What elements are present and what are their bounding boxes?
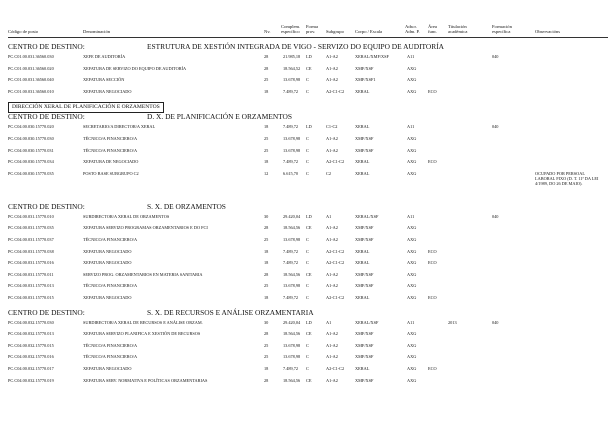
- table-row: [0, 148, 615, 160]
- corps-scale: XERAL/XMF/XSF: [355, 54, 389, 59]
- position-code: PC.C04.00.030.15770.034: [8, 159, 54, 165]
- complement: 21.985,18: [283, 54, 301, 59]
- section-name: S. X. DE RECURSOS E ANÁLISE ORZAMENTARIA: [147, 307, 314, 317]
- table-row: [0, 272, 615, 284]
- administration: AXG: [407, 147, 417, 153]
- position-code: PC.C01.00.031.36560.040: [8, 77, 54, 83]
- corps-scale: XMF/XSF: [355, 237, 374, 242]
- administration: AXG: [407, 225, 417, 231]
- complement: 7.489,72: [283, 366, 299, 371]
- provision-form: C: [306, 260, 309, 266]
- position-code: PC.C01.00.031.36560.030: [8, 54, 54, 59]
- position-code: PC.C04.00.030.15770.031: [8, 147, 54, 153]
- position-code: PC.C04.00.032.15770.016: [8, 354, 54, 360]
- corps-scale: XMF/XSF: [355, 225, 374, 231]
- complement: 7.489,72: [283, 88, 299, 94]
- complement: 13.678,98: [283, 147, 301, 153]
- subgroup: A1-A2: [326, 354, 338, 360]
- header-rule: [8, 37, 608, 38]
- provision-form: CE: [306, 331, 312, 337]
- corps-scale: XMF/XSF1: [355, 77, 376, 83]
- administration: AXG: [407, 342, 417, 348]
- header-corpo: Corpo / Escala: [355, 29, 383, 35]
- subgroup: A2-C1-C2: [326, 88, 345, 94]
- position-name: SUBDIRECTOR/A XERAL DE RECURSOS E ANÁLISE ORZAM.: [83, 319, 203, 325]
- complement: 13.678,98: [283, 354, 301, 360]
- level: 25: [264, 136, 269, 141]
- administration: AXG: [407, 366, 417, 371]
- administration: A11: [407, 54, 415, 59]
- position-name: XEFATURA DE NEGOCIADO: [83, 159, 139, 165]
- complement: 7.489,72: [283, 124, 299, 130]
- header-area-bottom: func.: [428, 29, 438, 35]
- centro-de-destino-label: CENTRO DE DESTINO:: [8, 307, 85, 317]
- complement: 29.420,04: [283, 319, 301, 325]
- position-code: PC.C04.00.032.15770.017: [8, 366, 54, 371]
- complement: 7.489,72: [283, 159, 299, 165]
- position-name: TÉCNICO/A FINANCIERO/A: [83, 237, 138, 242]
- provision-form: C: [306, 354, 309, 360]
- corps-scale: XERAL: [355, 248, 370, 254]
- subgroup: A2-C1-C2: [326, 366, 345, 371]
- table-row: [0, 54, 615, 66]
- position-name: XEFATURA NEGOCIADO: [83, 88, 132, 94]
- level: 18: [264, 248, 269, 254]
- functional-area: ECO: [428, 159, 437, 165]
- header-adscr-top: Adscr.: [405, 24, 417, 29]
- subgroup: A1-A2: [326, 377, 338, 383]
- observations: OCUPADO POR PERSOAL LABORAL FIXO (D. T. 11ª DA LEI 4/1989, DO 26 DE MAIO).: [535, 170, 599, 186]
- subgroup: C1-C2: [326, 124, 338, 130]
- header-forma-bottom: prov.: [306, 29, 316, 35]
- administration: AXG: [407, 248, 417, 254]
- complement: 7.489,72: [283, 248, 299, 254]
- header-observacions: Observacións: [535, 29, 561, 35]
- level: 25: [264, 237, 269, 242]
- corps-scale: XERAL: [355, 159, 370, 165]
- corps-scale: XERAL: [355, 366, 370, 371]
- level: 28: [264, 271, 269, 277]
- directorate-box: DIRECCIÓN XERAL DE PLANIFICACIÓN E ORZAMENTOS: [8, 102, 164, 112]
- position-code: PC.C01.00.031.36560.020: [8, 65, 54, 71]
- table-row: [0, 366, 615, 378]
- corps-scale: XMF/XSF: [355, 136, 374, 141]
- level: 25: [264, 147, 269, 153]
- position-name: XEFATURA NEGOCIADO: [83, 260, 132, 266]
- section-title: [0, 113, 615, 122]
- position-code: PC.C04.00.030.15770.035: [8, 170, 54, 176]
- provision-form: C: [306, 88, 309, 94]
- position-name: XEFATURA NEGOCIADO: [83, 366, 132, 371]
- complement: 13.678,98: [283, 342, 301, 348]
- provision-form: LD: [306, 124, 312, 130]
- complement: 13.678,98: [283, 237, 301, 242]
- complement: 18.564,52: [283, 65, 301, 71]
- level: 28: [264, 65, 269, 71]
- subgroup: A1-A2: [326, 136, 338, 141]
- corps-scale: XERAL: [355, 170, 370, 176]
- position-name: TÉCNICO/A FINANCIERO/A: [83, 354, 138, 360]
- header-formacion-bottom: específica: [492, 29, 511, 35]
- provision-form: C: [306, 366, 309, 371]
- position-code: PC.C04.00.031.15770.037: [8, 237, 54, 242]
- table-row: [0, 295, 615, 307]
- position-code: PC.C04.00.031.15770.035: [8, 225, 54, 231]
- level: 28: [264, 225, 269, 231]
- administration: AXG: [407, 88, 417, 94]
- level: 28: [264, 331, 269, 337]
- provision-form: CE: [306, 65, 312, 71]
- position-name: XEFE DE AUDITORÍA: [83, 54, 126, 59]
- position-code: PC.C04.00.031.15770.010: [8, 213, 54, 219]
- position-name: TÉCNICO/A FINANCIERO/A: [83, 342, 138, 348]
- position-code: PC.C04.00.031.15770.015: [8, 295, 54, 300]
- header-area-top: Área: [428, 24, 437, 29]
- provision-form: LD: [306, 319, 312, 325]
- section-title: [0, 309, 615, 318]
- centro-de-destino-label: CENTRO DE DESTINO:: [8, 112, 85, 122]
- corps-scale: XERAL/XSF: [355, 213, 379, 219]
- table-row: [0, 378, 615, 390]
- level: 30: [264, 213, 269, 219]
- position-name: XEFATURA NEGOCIADO: [83, 295, 132, 300]
- complement: 18.564,56: [283, 331, 301, 337]
- administration: AXG: [407, 354, 417, 360]
- subgroup: A1: [326, 319, 332, 325]
- table-row: [0, 331, 615, 343]
- complement: 6.615,70: [283, 170, 299, 176]
- subgroup: A1-A2: [326, 342, 338, 348]
- section-name: D. X. DE PLANIFICACIÓN E ORZAMENTOS: [147, 112, 293, 122]
- position-name: SUBDIRECTOR/A XERAL DE ORZAMENTOS: [83, 213, 170, 219]
- administration: AXG: [407, 237, 417, 242]
- level: 25: [264, 77, 269, 83]
- corps-scale: XERAL: [355, 260, 370, 266]
- subgroup: A2-C1-C2: [326, 260, 345, 266]
- position-name: TÉCNICO/A FINANCIERO/A: [83, 283, 138, 289]
- academic-degree: 2013: [448, 319, 457, 325]
- administration: AXG: [407, 295, 417, 300]
- table-row: [0, 171, 615, 201]
- section-title: [0, 203, 615, 212]
- table-row: [0, 77, 615, 89]
- administration: AXG: [407, 331, 417, 337]
- table-row: [0, 320, 615, 332]
- administration: AXG: [407, 65, 417, 71]
- administration: AXG: [407, 260, 417, 266]
- complement: 13.678,98: [283, 283, 301, 289]
- corps-scale: XMF/XSF: [355, 65, 374, 71]
- position-code: PC.C04.00.032.15770.015: [8, 342, 54, 348]
- provision-form: C: [306, 283, 309, 289]
- complement: 7.489,72: [283, 260, 299, 266]
- position-code: PC.C04.00.032.15770.019: [8, 377, 54, 383]
- position-name: XEFATURA DE SERVIZO DO EQUIPO DE AUDITORÍA: [83, 65, 187, 71]
- provision-form: C: [306, 248, 309, 254]
- provision-form: C: [306, 237, 309, 242]
- level: 18: [264, 260, 269, 266]
- position-code: PC.C04.00.031.15770.016: [8, 260, 54, 266]
- corps-scale: XMF/XSF: [355, 283, 374, 289]
- position-code: PC.C04.00.031.15770.038: [8, 248, 54, 254]
- administration: AXG: [407, 377, 417, 383]
- administration: AXG: [407, 271, 417, 277]
- table-row: [0, 214, 615, 226]
- subgroup: A1-A2: [326, 225, 338, 231]
- provision-form: CE: [306, 225, 312, 231]
- administration: AXG: [407, 159, 417, 165]
- table-row: [0, 260, 615, 272]
- section-name: ESTRUTURA DE XESTIÓN INTEGRADA DE VIGO - SERVIZO DO EQUIPO DE AUDITORÍA: [147, 42, 445, 51]
- centro-de-destino-label: CENTRO DE DESTINO:: [8, 42, 85, 51]
- subgroup: A2-C1-C2: [326, 295, 345, 300]
- corps-scale: XERAL: [355, 124, 370, 130]
- administration: AXG: [407, 77, 417, 83]
- complement: 29.420,04: [283, 213, 301, 219]
- corps-scale: XERAL: [355, 295, 370, 300]
- provision-form: C: [306, 147, 309, 153]
- functional-area: ECO: [428, 295, 437, 300]
- complement: 7.489,72: [283, 295, 299, 300]
- table-row: [0, 89, 615, 101]
- section-title: [0, 43, 615, 52]
- header-complemento-top: Complem.: [281, 24, 301, 29]
- provision-form: C: [306, 295, 309, 300]
- table-row: [0, 225, 615, 237]
- table-row: [0, 124, 615, 136]
- provision-form: LD: [306, 213, 312, 219]
- corps-scale: XMF/XSF: [355, 147, 374, 153]
- administration: A11: [407, 319, 415, 325]
- provision-form: LD: [306, 54, 312, 59]
- level: 25: [264, 283, 269, 289]
- corps-scale: XERAL: [355, 88, 370, 94]
- table-row: [0, 249, 615, 261]
- level: 18: [264, 88, 269, 94]
- specific-training: 040: [492, 213, 499, 219]
- position-code: PC.C04.00.031.15770.013: [8, 283, 54, 289]
- subgroup: A1-A2: [326, 77, 338, 83]
- provision-form: CE: [306, 271, 312, 277]
- corps-scale: XERAL/XSF: [355, 319, 379, 325]
- position-name: XEFATURA SERV. NORMATIVA E POLÍTICAS ORZAMENTARIAS: [83, 377, 208, 383]
- position-code: PC.C04.00.032.15770.030: [8, 319, 54, 325]
- header-formacion-top: Formación: [492, 24, 512, 29]
- specific-training: 040: [492, 319, 499, 325]
- position-name: POSTO BASE SUBGRUPO C2: [83, 170, 139, 176]
- subgroup: A1-A2: [326, 54, 338, 59]
- level: 18: [264, 366, 269, 371]
- header-titulacion-top: Titulación: [448, 24, 467, 29]
- specific-training: 040: [492, 54, 499, 59]
- level: 30: [264, 319, 269, 325]
- functional-area: ECO: [428, 366, 437, 371]
- specific-training: 040: [492, 124, 499, 130]
- position-code: PC.C04.00.030.15770.020: [8, 124, 54, 130]
- corps-scale: XMF/XSF: [355, 331, 374, 337]
- position-name: TÉCNICO/A FINANCIERO/A: [83, 136, 138, 141]
- table-row: [0, 283, 615, 295]
- administration: AXG: [407, 170, 417, 176]
- level: 25: [264, 342, 269, 348]
- provision-form: CE: [306, 377, 312, 383]
- subgroup: A1-A2: [326, 271, 338, 277]
- functional-area: ECO: [428, 248, 437, 254]
- position-code: PC.C01.00.031.36560.010: [8, 88, 54, 94]
- level: 28: [264, 377, 269, 383]
- subgroup: A1-A2: [326, 331, 338, 337]
- functional-area: ECO: [428, 88, 437, 94]
- position-code: PC.C04.00.030.15770.030: [8, 136, 54, 141]
- table-row: [0, 237, 615, 249]
- provision-form: C: [306, 77, 309, 83]
- provision-form: C: [306, 342, 309, 348]
- corps-scale: XMF/XSF: [355, 271, 374, 277]
- subgroup: A1-A2: [326, 147, 338, 153]
- administration: A11: [407, 213, 415, 219]
- position-code: PC.C04.00.032.15770.013: [8, 331, 54, 337]
- subgroup: A2-C1-C2: [326, 248, 345, 254]
- position-name: SECRETARIO/A DIRECTOR/A XERAL: [83, 124, 156, 130]
- subgroup: A1: [326, 213, 332, 219]
- level: 12: [264, 170, 269, 176]
- level: 25: [264, 354, 269, 360]
- subgroup: C2: [326, 170, 332, 176]
- centro-de-destino-label: CENTRO DE DESTINO:: [8, 201, 85, 211]
- header-subgrupo: Subgrupo: [326, 29, 344, 35]
- table-row: [0, 159, 615, 171]
- table-row: [0, 354, 615, 366]
- position-name: XEFATURA SERVIZO PROGRAMAS ORZAMENTARIOS E DO FCI: [83, 225, 208, 231]
- complement: 18.564,56: [283, 225, 301, 231]
- corps-scale: XMF/XSF: [355, 377, 374, 383]
- subgroup: A1-A2: [326, 283, 338, 289]
- level: 18: [264, 159, 269, 165]
- administration: AXG: [407, 283, 417, 289]
- header-codigo: Código de posto: [8, 29, 39, 35]
- corps-scale: XMF/XSF: [355, 342, 374, 348]
- header-complemento-bottom: específico: [281, 29, 300, 35]
- provision-form: C: [306, 136, 309, 141]
- position-name: TÉCNICO/A FINANCIERO/A: [83, 147, 138, 153]
- administration: A11: [407, 124, 415, 130]
- complement: 13.678,98: [283, 136, 301, 141]
- corps-scale: XMF/XSF: [355, 354, 374, 360]
- subgroup: A1-A2: [326, 237, 338, 242]
- subgroup: A2-C1-C2: [326, 159, 345, 165]
- level: 28: [264, 54, 269, 59]
- header-denominacion: Denominación: [83, 29, 111, 35]
- complement: 13.678,98: [283, 77, 301, 83]
- subgroup: A1-A2: [326, 65, 338, 71]
- provision-form: C: [306, 170, 309, 176]
- position-name: XEFATURA SECCIÓN: [83, 77, 125, 83]
- header-adscr-bottom: Adm. P.: [405, 29, 420, 35]
- column-header-row: [0, 24, 615, 42]
- administration: AXG: [407, 136, 417, 141]
- complement: 18.564,56: [283, 271, 301, 277]
- section-name: S. X. DE ORZAMENTOS: [147, 201, 226, 211]
- header-titulacion-bottom: académica: [448, 29, 468, 35]
- functional-area: ECO: [428, 260, 437, 266]
- position-name: XEFATURA NEGOCIADO: [83, 248, 132, 254]
- header-forma-top: Forma: [306, 24, 318, 29]
- table-row: [0, 343, 615, 355]
- level: 18: [264, 295, 269, 300]
- table-row: [0, 136, 615, 148]
- level: 18: [264, 124, 269, 130]
- provision-form: C: [306, 159, 309, 165]
- position-name: SERVIZO PROG. ORZAMENTARIOS EN MATERIA SANITARIA: [83, 271, 203, 277]
- table-row: [0, 66, 615, 78]
- header-nivel: Nv.: [264, 29, 271, 35]
- position-code: PC.C04.00.031.15770.011: [8, 271, 54, 277]
- complement: 18.564,56: [283, 377, 301, 383]
- position-name: XEFATURA SERVIZO PLANIFICA E XESTIÓN DE RECURSOS: [83, 331, 201, 337]
